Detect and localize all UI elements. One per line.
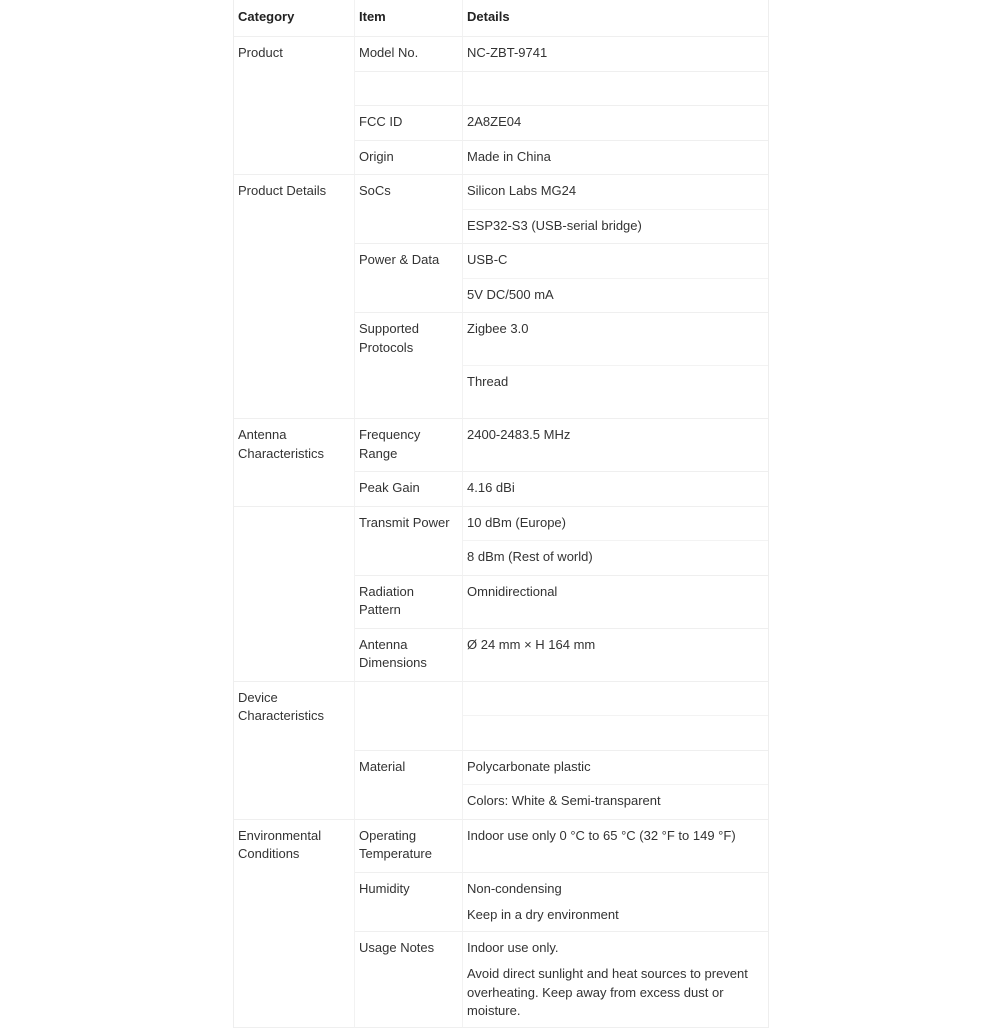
detail-cell: Omnidirectional — [463, 576, 768, 629]
detail-cell: 10 dBm (Europe) — [463, 507, 768, 542]
item-name-cell — [355, 72, 463, 107]
detail-cell: Zigbee 3.0 — [463, 313, 768, 366]
item-name-cell — [355, 682, 463, 751]
header-category: Category — [234, 0, 355, 37]
spec-grid — [234, 0, 768, 1028]
detail-cell: 4.16 dBi — [463, 472, 768, 507]
category-cell: Environmental Conditions — [234, 820, 355, 1028]
detail-cell: Ø 24 mm × H 164 mm — [463, 629, 768, 682]
category-cell: Antenna Characteristics — [234, 419, 355, 507]
item-name-cell: Model No. — [355, 37, 463, 72]
detail-line: Avoid direct sunlight and heat sources to prevent overheating. Keep away from excess dust or moisture. — [467, 966, 748, 1018]
item-name-cell: FCC ID — [355, 106, 463, 141]
item-name-cell: Antenna Dimensions — [355, 629, 463, 682]
header-item: Item — [355, 0, 463, 37]
item-name-cell: Transmit Power — [355, 507, 463, 576]
category-cell — [234, 507, 355, 682]
item-name-cell: Power & Data — [355, 244, 463, 313]
detail-cell: 8 dBm (Rest of world) — [463, 541, 768, 576]
detail-cell — [463, 716, 768, 751]
item-name-cell: Operating Temperature — [355, 820, 463, 873]
item-name-cell: Humidity — [355, 873, 463, 932]
detail-cell — [463, 72, 768, 107]
detail-cell: Thread — [463, 366, 768, 419]
detail-cell: 2A8ZE04 — [463, 106, 768, 141]
detail-cell: 5V DC/500 mA — [463, 279, 768, 314]
detail-cell: NC-ZBT-9741 — [463, 37, 768, 72]
detail-cell: Colors: White & Semi-transparent — [463, 785, 768, 820]
item-name-cell: Radiation Pattern — [355, 576, 463, 629]
category-cell: Product — [234, 37, 355, 175]
detail-cell: Polycarbonate plastic — [463, 751, 768, 786]
detail-cell: USB-C — [463, 244, 768, 279]
item-name-cell: SoCs — [355, 175, 463, 244]
header-details: Details — [463, 0, 768, 37]
item-name-cell: Material — [355, 751, 463, 820]
item-name-cell: Supported Protocols — [355, 313, 463, 419]
category-cell: Product Details — [234, 175, 355, 419]
detail-cell: Indoor use only 0 °C to 65 °C (32 °F to 149 °F) — [463, 820, 768, 873]
detail-line: Indoor use only. — [467, 939, 559, 955]
detail-cell — [463, 682, 768, 717]
detail-cell: Silicon Labs MG24 — [463, 175, 768, 210]
item-name-cell: Usage Notes — [355, 932, 463, 1028]
detail-line: Keep in a dry environment — [467, 907, 619, 922]
item-name-cell: Peak Gain — [355, 472, 463, 507]
detail-line: Non-condensing — [467, 880, 562, 896]
detail-cell — [463, 932, 768, 1028]
detail-cell: ESP32-S3 (USB-serial bridge) — [463, 210, 768, 245]
category-cell: Device Characteristics — [234, 682, 355, 820]
detail-cell: Made in China — [463, 141, 768, 176]
spec-table — [233, 0, 769, 1028]
detail-cell: 2400-2483.5 MHz — [463, 419, 768, 472]
detail-cell — [463, 873, 768, 932]
item-name-cell: Frequency Range — [355, 419, 463, 472]
item-name-cell: Origin — [355, 141, 463, 176]
